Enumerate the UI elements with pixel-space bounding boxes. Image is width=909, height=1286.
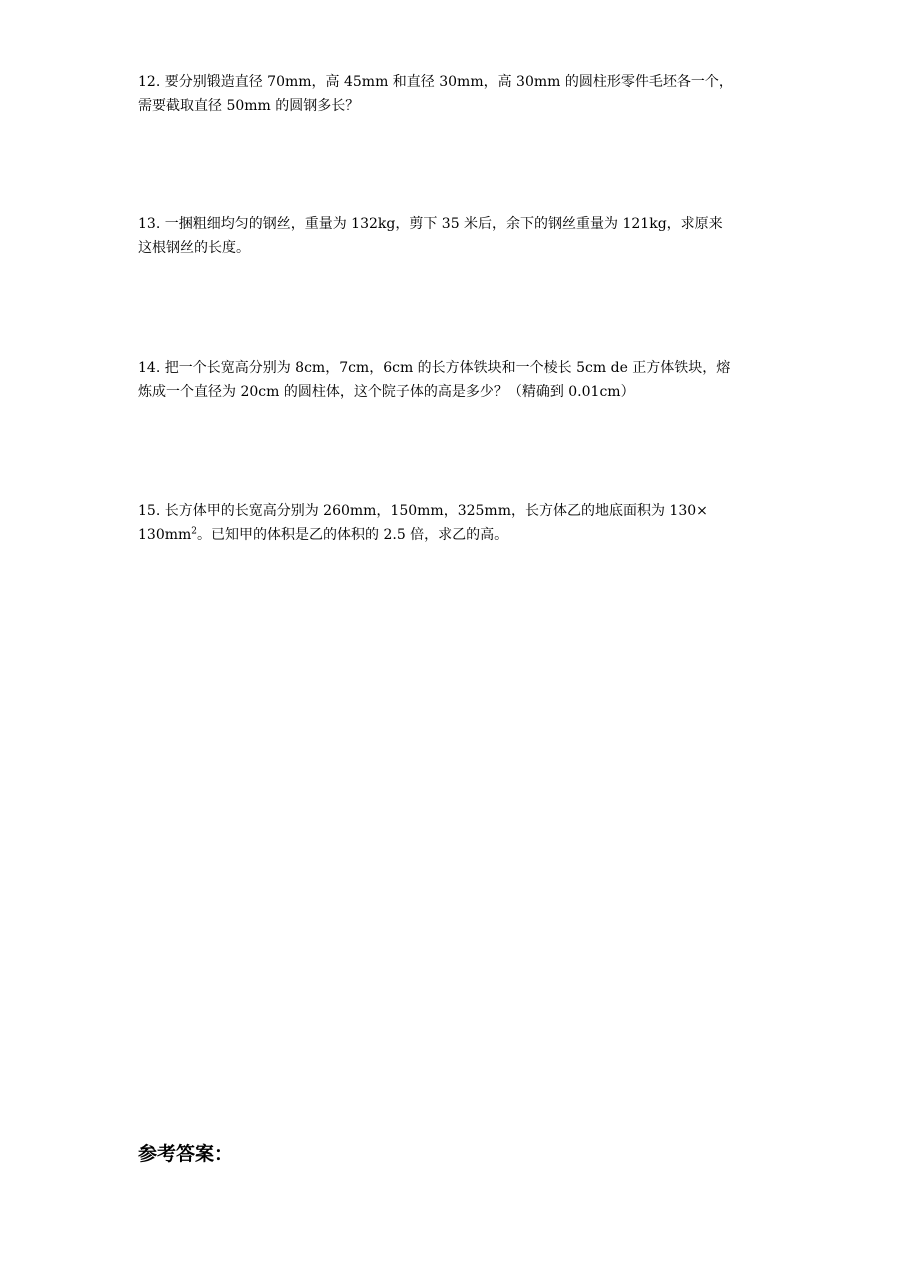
problem-14-line-2: 炼成一个直径为 20cm 的圆柱体，这个院子体的高是多少？（精确到 0.01cm） (138, 384, 635, 400)
answers-heading: 参考答案： (138, 1143, 234, 1165)
problem-15-line-1: 15. 长方体甲的长宽高分别为 260mm，150mm，325mm，长方体乙的地底面积为 130× (138, 503, 708, 519)
problem-15-exponent: 2 (191, 526, 198, 537)
problem-15 (138, 499, 774, 547)
problem-12 (138, 70, 774, 118)
problem-12-line-1: 12. 要分别锻造直径 70mm，高 45mm 和直径 30mm，高 30mm 的圆柱形零件毛坯各一个， (138, 74, 733, 90)
problem-15-line-2-rest: 。已知甲的体积是乙的体积的 2.5 倍，求乙的高。 (197, 527, 509, 543)
problem-13-line-1: 13. 一捆粗细均匀的钢丝，重量为 132kg，剪下 35 米后，余下的钢丝重量为 121kg，求原来 (138, 216, 723, 232)
problem-12-line-2: 需要截取直径 50mm 的圆钢多长？ (138, 98, 360, 114)
problem-13 (138, 212, 774, 260)
problem-13-line-2: 这根钢丝的长度。 (138, 240, 250, 256)
problem-14 (138, 356, 774, 404)
problem-15-line-2 (138, 523, 774, 547)
problem-15-area-value: 130mm (138, 527, 192, 543)
problem-14-line-1: 14. 把一个长宽高分别为 8cm，7cm，6cm 的长方体铁块和一个棱长 5cm de 正方体铁块，熔 (138, 360, 731, 376)
